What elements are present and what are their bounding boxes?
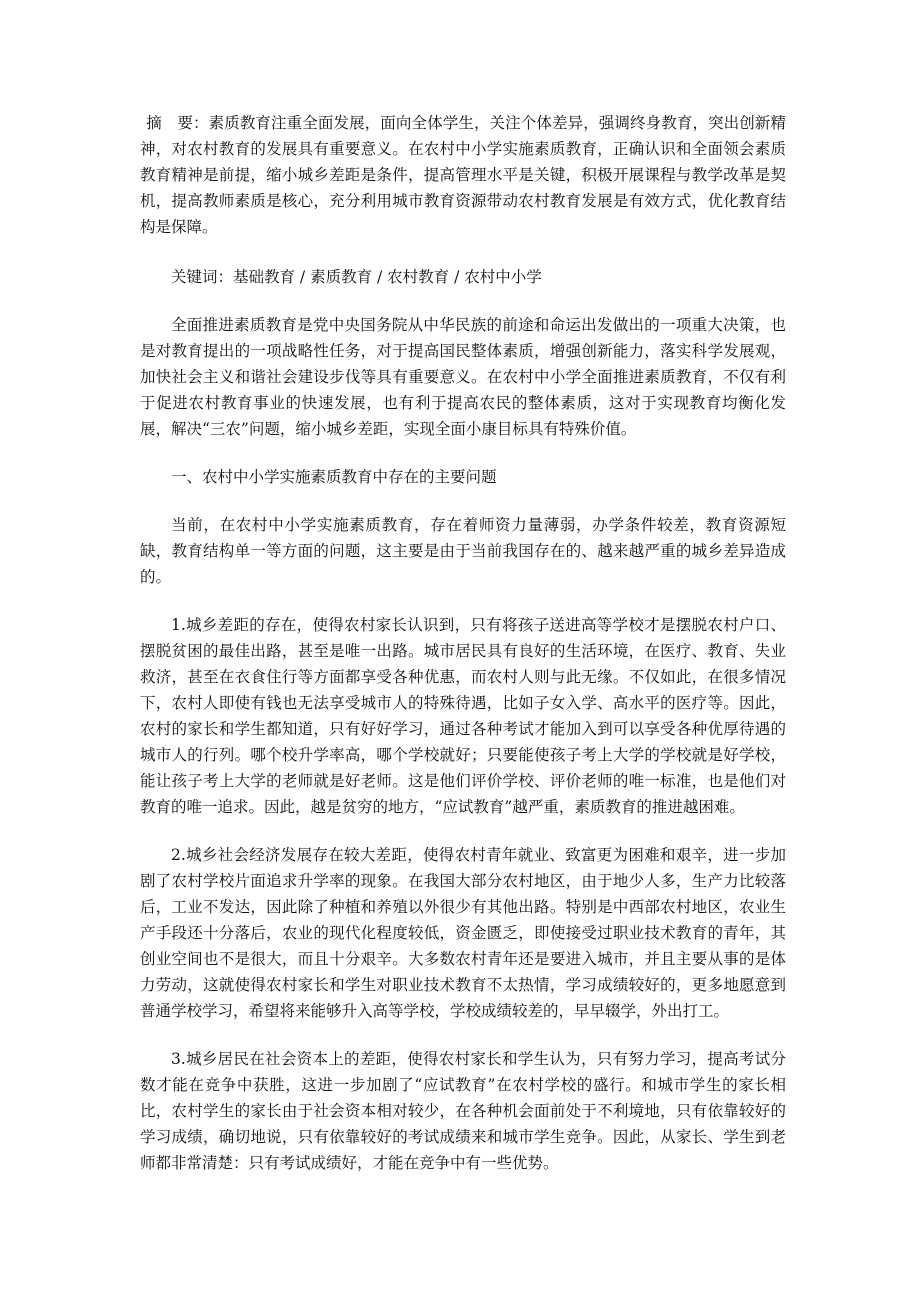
point-1-paragraph: 1.城乡差距的存在，使得农村家长认识到，只有将孩子送进高等学校才是摆脱农村户口、摆脱贫困的最佳出路，甚至是唯一出路。城市居民具有良好的生活环境，在医疗、教育、失业救济，甚至在衣食住行等方面都享受各种优惠，而农村人则与此无缘。不仅如此，在很多情况下，农村人即使有钱也无法享受城市人的特殊待遇，比如子女入学、高水平的医疗等。因此，农村的家长和学生都知道，只有好好学习，通过各种考试才能加入到可以享受各种优厚待遇的城市人的行列。哪个校升学率高，哪个学校就好；只要能使孩子考上大学的学校就是好学校，能让孩子考上大学的老师就是好老师。这是他们评价学校、评价老师的唯一标准，也是他们对教育的唯一追求。因此，越是贫穷的地方，“应试教育”越严重，素质教育的推进越困难。	[140, 616, 786, 816]
section-intro-paragraph: 当前，在农村中小学实施素质教育，存在着师资力量薄弱，办学条件较差，教育资源短缺，教育结构单一等方面的问题，这主要是由于当前我国存在的、越来越严重的城乡差异造成的。	[140, 516, 786, 586]
section-heading: 一、农村中小学实施素质教育中存在的主要问题	[171, 468, 497, 486]
point-3-paragraph: 3.城乡居民在社会资本上的差距，使得农村家长和学生认为，只有努力学习，提高考试分数才能在竞争中获胜，这进一步加剧了“应试教育”在农村学校的盛行。和城市学生的家长相比，农村学生的家长由于社会资本相对较少，在各种机会面前处于不利境地，只有依靠较好的学习成绩，确切地说，只有依靠较好的考试成绩来和城市学生竞争。因此，从家长、学生到老师都非常清楚：只有考试成绩好，才能在竞争中有一些优势。	[140, 1050, 786, 1172]
intro-paragraph: 全面推进素质教育是党中央国务院从中华民族的前途和命运出发做出的一项重大决策，也是对教育提出的一项战略性任务，对于提高国民整体素质，增强创新能力，落实科学发展观，加快社会主义和谐社会建设步伐等具有重要意义。在农村中小学全面推进素质教育，不仅有利于促进农村教育事业的快速发展，也有利于提高农民的整体素质，这对于实现教育均衡化发展，解决“三农”问题，缩小城乡差距，实现全面小康目标具有特殊价值。	[140, 316, 786, 438]
abstract-paragraph: 摘 要：素质教育注重全面发展，面向全体学生，关注个体差异，强调终身教育，突出创新精神，对农村教育的发展具有重要意义。在农村中小学实施素质教育，正确认识和全面领会素质教育精神是前提，缩小城乡差距是条件，提高管理水平是关键，积极开展课程与教学改革是契机，提高教师素质是核心，充分利用城市教育资源带动农村教育发展是有效方式，优化教育结构是保障。	[140, 114, 786, 236]
document-page	[140, 110, 786, 1198]
point-2-paragraph: 2.城乡社会经济发展存在较大差距，使得农村青年就业、致富更为困难和艰辛，进一步加剧了农村学校片面追求升学率的现象。在我国大部分农村地区，由于地少人多，生产力比较落后，工业不发达，因此除了种植和养殖以外很少有其他出路。特别是中西部农村地区，农业生产手段还十分落后，农业的现代化程度较低，资金匮乏，即使接受过职业技术教育的青年，其创业空间也不是很大，而且十分艰辛。大多数农村青年还是要进入城市，并且主要从事的是体力劳动，这就使得农村家长和学生对职业技术教育不太热情，学习成绩较好的，更多地愿意到普通学校学习，希望将来能够升入高等学校，学校成绩较差的，早早辍学，外出打工。	[140, 846, 786, 1020]
keywords-line: 关键词：基础教育 / 素质教育 / 农村教育 / 农村中小学	[171, 268, 542, 286]
